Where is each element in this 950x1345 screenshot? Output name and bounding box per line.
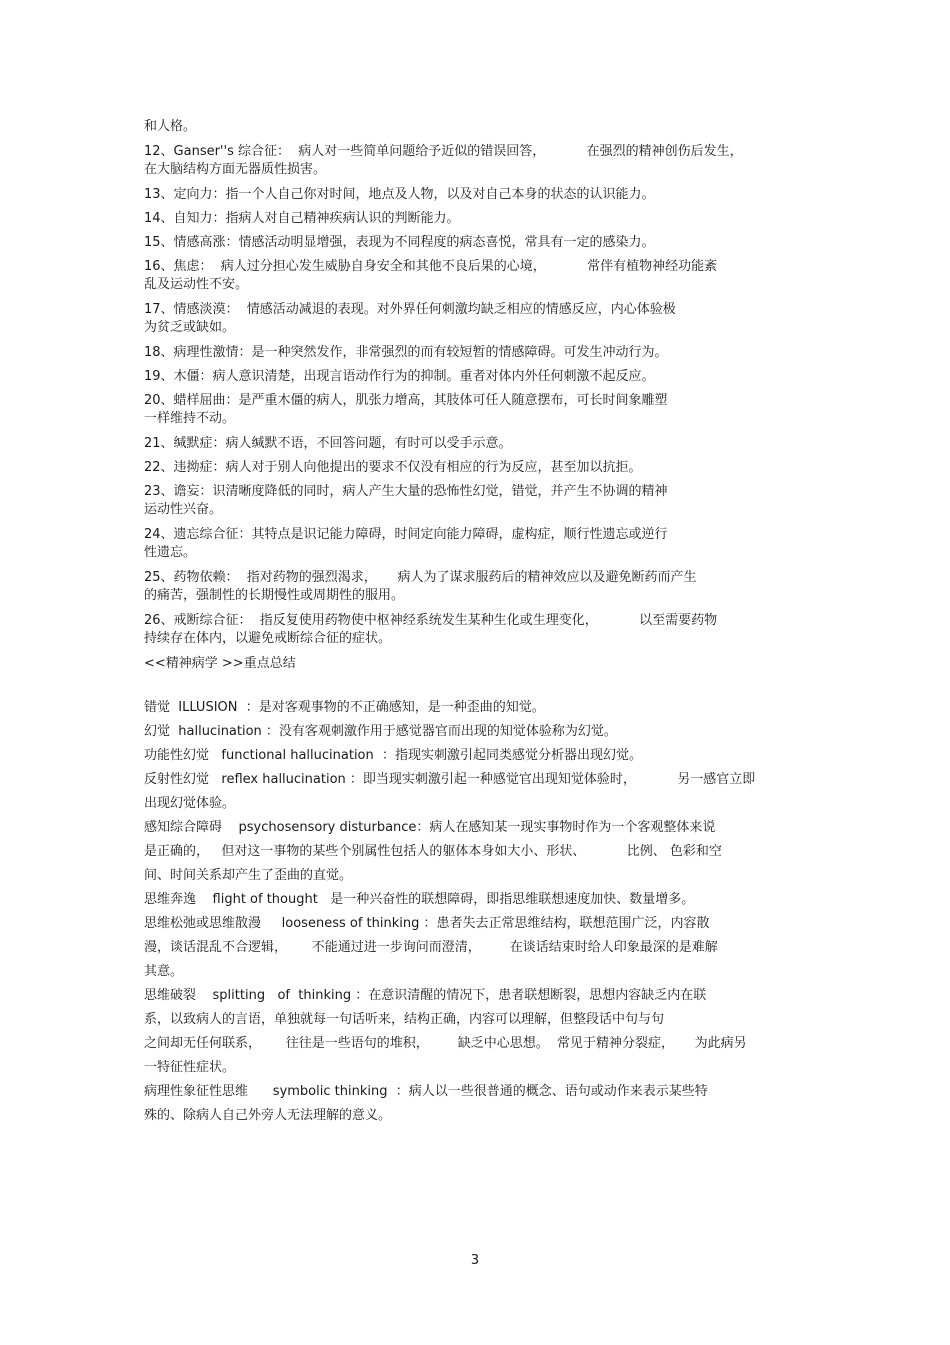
text-line: 12、Ganser''s 综合征： 病人对一些简单问题给予近似的错误回答， 在强烈的精神创伤后发生，: [144, 144, 743, 159]
text-line: 17、情感淡漠： 情感活动减退的表现。对外界任何刺激均缺乏相应的情感反应，内心体验极: [144, 302, 676, 317]
text-line: 乱及运动性不安。: [144, 277, 249, 292]
text-line: 殊的、除病人自己外旁人无法理解的意义。: [144, 1108, 392, 1123]
text-line: 感知综合障碍 psychosensory disturbance：病人在感知某一现实事物时作为一个客观整体来说: [144, 820, 716, 835]
page-number: 3: [470, 1253, 480, 1268]
text-line: 性遗忘。: [144, 545, 197, 560]
text-line: 病理性象征性思维 symbolic thinking ：病人以一些很普通的概念、语句或动作来表示某些特: [144, 1084, 708, 1099]
text-line: 20、蜡样屈曲：是严重木僵的病人，肌张力增高，其肢体可任人随意摆布，可长时间象雕塑: [144, 393, 668, 408]
text-line: 思维奔逸 flight of thought 是一种兴奋性的联想障碍，即指思维联想速度加快、数量增多。: [144, 892, 695, 907]
text-line: 功能性幻觉 functional hallucination ：指现实刺激引起同类感觉分析器出现幻觉。: [144, 748, 643, 763]
text-line: 15、情感高涨：情感活动明显增强，表现为不同程度的病态喜悦，常具有一定的感染力。: [144, 235, 655, 250]
section-heading: <<精神病学 >>重点总结: [144, 656, 296, 671]
text-line: 出现幻觉体验。: [144, 796, 236, 811]
text-line: 一特征性症状。: [144, 1060, 236, 1075]
text-line: 16、焦虑： 病人过分担心发生威胁自身安全和其他不良后果的心境， 常伴有植物神经功能紊: [144, 259, 718, 274]
text-line: 间、时间关系却产生了歪曲的直觉。: [144, 868, 353, 883]
text-line: 运动性兴奋。: [144, 502, 223, 517]
text-line: 19、木僵：病人意识清楚，出现言语动作行为的抑制。重者对体内外任何刺激不起反应。: [144, 369, 655, 384]
text-line: 14、自知力：指病人对自己精神疾病认识的判断能力。: [144, 211, 460, 226]
text-line: 反射性幻觉 reflex hallucination ：即当现实刺激引起一种感觉官出现知觉体验时， 另一感官立即: [144, 772, 756, 787]
text-line: 思维松弛或思维散漫 looseness of thinking ：患者失去正常思维结构，联想范围广泛，内容散: [144, 916, 710, 931]
document-body: [144, 118, 809, 1125]
text-line: 思维破裂 splitting of thinking ：在意识清醒的情况下，患者联想断裂，思想内容缺乏内在联: [144, 988, 707, 1003]
text-line: 24、遗忘综合征：其特点是识记能力障碍，时间定向能力障碍，虚构症，顺行性遗忘或逆行: [144, 527, 668, 542]
text-line: 漫，谈话混乱不合逻辑， 不能通过进一步询问而澄清， 在谈话结束时给人印象最深的是难解: [144, 940, 718, 955]
text-line: 错觉 ILLUSION ：是对客观事物的不正确感知，是一种歪曲的知觉。: [144, 700, 545, 715]
text-line: 和人格。: [144, 119, 197, 134]
text-line: 持续存在体内，以避免戒断综合征的症状。: [144, 631, 392, 646]
text-line: 25、药物依赖： 指对药物的强烈渴求， 病人为了谋求服药后的精神效应以及避免断药而产生: [144, 570, 697, 585]
text-line: 幻觉 hallucination ：没有客观刺激作用于感觉器官而出现的知觉体验称为幻觉。: [144, 724, 617, 739]
text-line: 23、谵妄：识清晰度降低的同时，病人产生大量的恐怖性幻觉，错觉，并产生不协调的精神: [144, 484, 668, 499]
text-line: 之间却无任何联系， 往往是一些语句的堆积， 缺乏中心思想。 常见于精神分裂症， 为此病另: [144, 1036, 747, 1051]
text-line: 为贫乏或缺如。: [144, 320, 236, 335]
text-line: 系，以致病人的言语，单独就每一句话听来，结构正确，内容可以理解，但整段话中句与句: [144, 1012, 665, 1027]
text-line: 26、戒断综合征： 指反复使用药物使中枢神经系统发生某种生化或生理变化， 以至需要药物: [144, 613, 718, 628]
text-line: 13、定向力：指一个人自己你对时间，地点及人物，以及对自己本身的状态的认识能力。: [144, 187, 655, 202]
text-line: 一样维持不动。: [144, 411, 236, 426]
text-line: 其意。: [144, 964, 184, 979]
text-line: 18、病理性激情：是一种突然发作，非常强烈的而有较短暂的情感障碍。可发生冲动行为。: [144, 345, 668, 360]
text-line: 的痛苦，强制性的长期慢性或周期性的服用。: [144, 588, 405, 603]
text-line: 是正确的， 但对这一事物的某些个别属性包括人的躯体本身如大小、形状、 比例、 色彩和空: [144, 844, 722, 859]
text-line: 21、缄默症：病人缄默不语，不回答问题，有时可以受手示意。: [144, 436, 512, 451]
text-line: 22、违拗症：病人对于别人向他提出的要求不仅没有相应的行为反应，甚至加以抗拒。: [144, 460, 642, 475]
text-line: 在大脑结构方面无器质性损害。: [144, 162, 327, 177]
